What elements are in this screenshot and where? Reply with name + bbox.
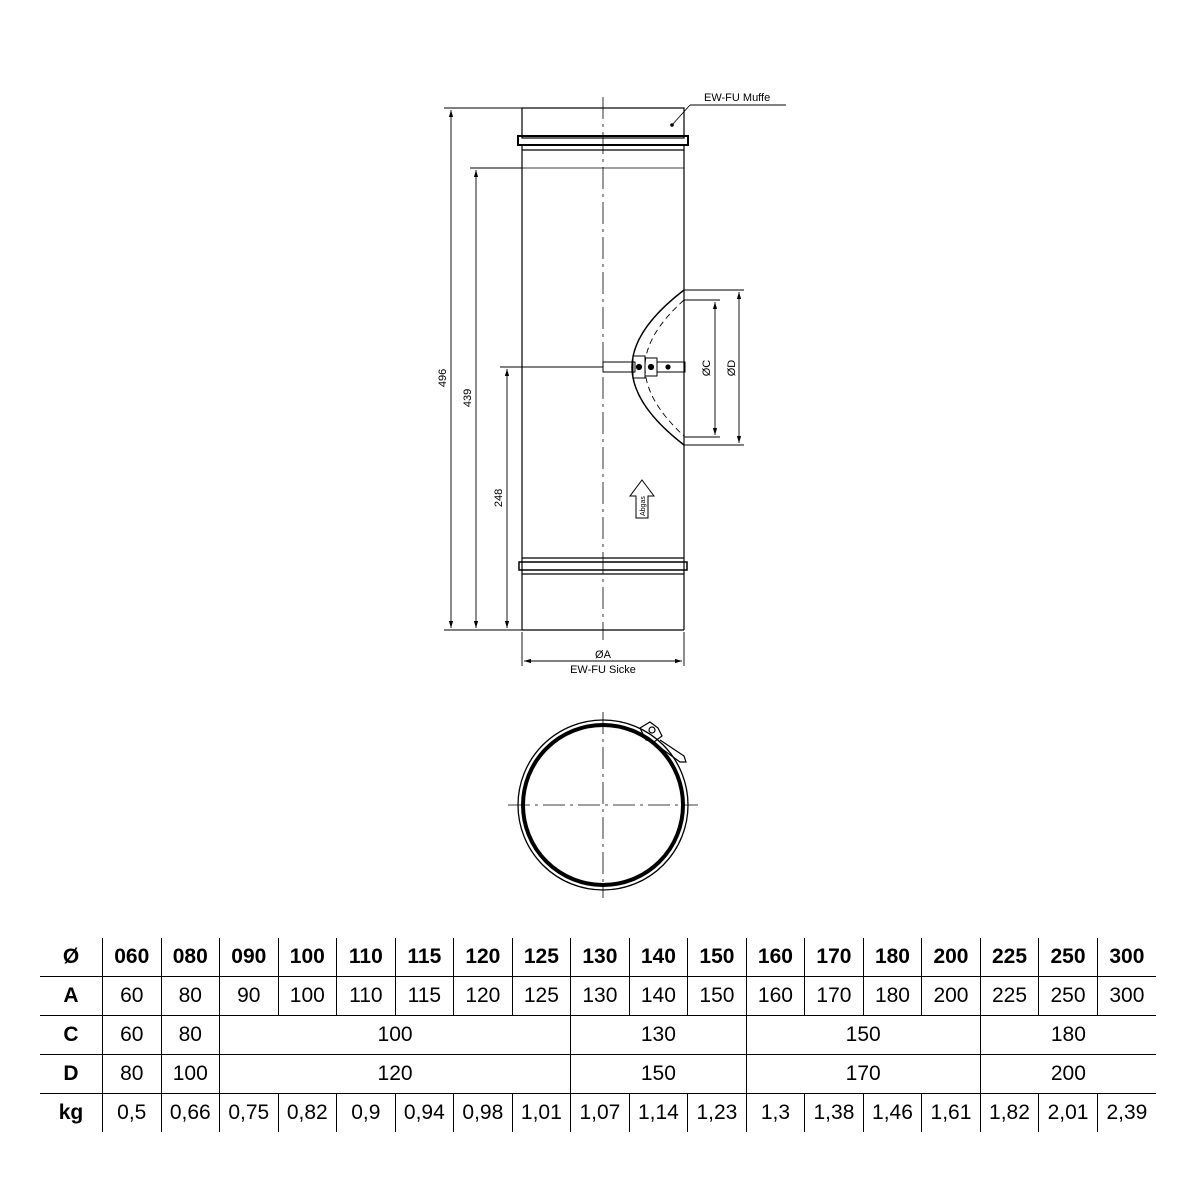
table-cell: 80	[161, 977, 220, 1016]
table-cell: 140	[629, 977, 688, 1016]
table-header-cell: 110	[337, 938, 396, 977]
clamp-screw	[603, 356, 685, 378]
table-cell: 100	[220, 1016, 571, 1055]
table-cell: 2,01	[1039, 1094, 1098, 1133]
table-header-cell: 130	[571, 938, 630, 977]
table-header-cell: 160	[746, 938, 805, 977]
dimension-lines	[444, 105, 786, 666]
table-row	[40, 1094, 1156, 1133]
table-cell: 100	[278, 977, 337, 1016]
table-header-cell: 100	[278, 938, 337, 977]
table-row	[40, 1055, 1156, 1094]
table-cell: 1,3	[746, 1094, 805, 1133]
table-cell: 80	[161, 1016, 220, 1055]
table-cell: 200	[922, 977, 981, 1016]
table-header-cell: 250	[1039, 938, 1098, 977]
table-cell: 0,94	[395, 1094, 454, 1133]
table-cell: 0,75	[220, 1094, 279, 1133]
table-cell: 225	[980, 977, 1039, 1016]
table-cell: 170	[746, 1055, 980, 1094]
table-row	[40, 977, 1156, 1016]
table-cell: 1,38	[805, 1094, 864, 1133]
table-cell: 130	[571, 1016, 747, 1055]
label-ew-fu-sicke: EW-FU Sicke	[570, 664, 636, 676]
table-cell: 1,61	[922, 1094, 981, 1133]
table-cell: 300	[1097, 977, 1156, 1016]
table-cell: 1,14	[629, 1094, 688, 1133]
flow-arrow-label: Abgas	[640, 496, 647, 516]
table-cell: 200	[980, 1055, 1156, 1094]
table-header-cell: 200	[922, 938, 981, 977]
table-header-cell: 150	[688, 938, 747, 977]
table-cell: 110	[337, 977, 396, 1016]
pipe-top-view	[508, 712, 698, 898]
table-cell: 150	[746, 1016, 980, 1055]
table-cell: 160	[746, 977, 805, 1016]
table-header-cell: 225	[980, 938, 1039, 977]
dim-label-dia-a: ØA	[595, 649, 611, 661]
table-cell: 170	[805, 977, 864, 1016]
table-cell: 115	[395, 977, 454, 1016]
dim-label-dia-d: ØD	[726, 359, 738, 377]
table-cell: 90	[220, 977, 279, 1016]
table-cell: 250	[1039, 977, 1098, 1016]
table-cell: 180	[863, 977, 922, 1016]
table-cell: 0,82	[278, 1094, 337, 1133]
specification-table	[40, 938, 1156, 1132]
table-row-label: C	[40, 1016, 103, 1055]
table-cell: 120	[220, 1055, 571, 1094]
table-header-cell: 140	[629, 938, 688, 977]
table-header-cell: 170	[805, 938, 864, 977]
dim-label-439: 439	[462, 388, 474, 408]
table-cell: 1,01	[512, 1094, 571, 1133]
table-header-row	[40, 938, 1156, 977]
table-cell: 0,66	[161, 1094, 220, 1133]
table-row-label: kg	[58, 1101, 84, 1124]
table-cell: 180	[980, 1016, 1156, 1055]
dim-label-496: 496	[437, 368, 449, 388]
clamp-handle	[640, 722, 686, 762]
dim-label-dia-c: ØC	[701, 359, 713, 377]
table-cell: 150	[688, 977, 747, 1016]
table-cell: 1,82	[980, 1094, 1039, 1133]
table-header-cell: 120	[454, 938, 513, 977]
dim-label-248: 248	[493, 488, 505, 508]
table-header-label: Ø	[40, 938, 103, 977]
table-row-label: D	[40, 1055, 103, 1094]
table-cell: 1,46	[863, 1094, 922, 1133]
pipe-side-view	[518, 97, 688, 640]
table-cell: 2,39	[1097, 1094, 1156, 1133]
table-header-cell: 125	[512, 938, 571, 977]
table-cell: 150	[571, 1055, 747, 1094]
table-cell: 130	[571, 977, 630, 1016]
table-header-cell: 180	[863, 938, 922, 977]
table-header-cell: 060	[103, 938, 162, 977]
label-ew-fu-muffe: EW-FU Muffe	[704, 92, 771, 104]
table-header-cell: 300	[1097, 938, 1156, 977]
table-header-cell: 080	[161, 938, 220, 977]
table-cell: 0,9	[337, 1094, 396, 1133]
table-cell: 0,98	[454, 1094, 513, 1133]
table-cell: 1,23	[688, 1094, 747, 1133]
table-cell: 125	[512, 977, 571, 1016]
table-cell: 100	[161, 1055, 220, 1094]
table-header-cell: 090	[220, 938, 279, 977]
table-row-label: A	[40, 977, 103, 1016]
table-header-cell: 115	[395, 938, 454, 977]
table-cell: 80	[103, 1055, 162, 1094]
table-cell: 120	[454, 977, 513, 1016]
table-cell: 60	[103, 977, 162, 1016]
table-row	[40, 1016, 1156, 1055]
table-cell: 60	[103, 1016, 162, 1055]
table-cell: 0,5	[103, 1094, 162, 1133]
table-cell: 1,07	[571, 1094, 630, 1133]
